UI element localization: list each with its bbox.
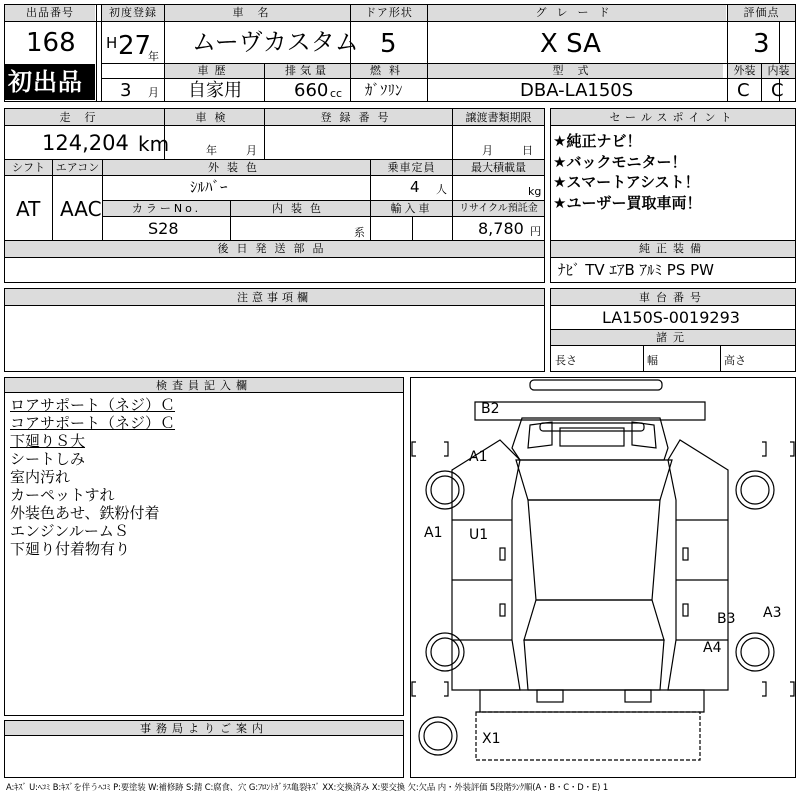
fuel-type: ｶﾞｿﾘﾝ — [365, 81, 403, 99]
inspector-note: 外装色あせ、鉄粉付着 — [10, 504, 160, 522]
inspection-label: 車検 — [195, 111, 234, 124]
recycle-label: リサイクル預託金 — [459, 203, 538, 214]
load-unit: kg — [528, 185, 542, 198]
ext-label: 外装 — [733, 64, 756, 77]
chassis-number: LA150S-0019293 — [602, 308, 740, 327]
capacity-unit: 人 — [436, 183, 447, 196]
shift-label: シフト — [12, 161, 45, 174]
lot-number: 168 — [26, 28, 76, 58]
fuel-label: 燃料 — [370, 64, 408, 77]
car-name: ムーヴカスタム — [192, 28, 359, 56]
reg-year: 27 — [118, 31, 152, 61]
insp-month-unit: 月 — [246, 144, 257, 157]
displacement-unit: cc — [330, 87, 343, 100]
chassis-label: 車台番号 — [639, 291, 707, 304]
import-label: 輸入車 — [390, 202, 433, 215]
inspector-label: 検査員記入欄 — [156, 379, 252, 392]
grade-label: グレード — [535, 6, 620, 19]
transfer-month-unit: 月 — [482, 144, 493, 157]
reg-no-label: 登録番号 — [320, 111, 397, 124]
capacity-label: 乗車定員 — [387, 161, 436, 174]
door-count: 5 — [380, 29, 397, 59]
damage-mark: A4 — [703, 640, 722, 656]
damage-mark: U1 — [469, 527, 489, 543]
reg-month: 3 — [120, 80, 132, 101]
ac-label: エアコン — [55, 161, 100, 174]
color-no-label: カラーNo. — [131, 202, 202, 215]
interior-color-unit: 系 — [354, 226, 365, 239]
first-reg-label: 初度登録 — [109, 6, 157, 19]
year-unit: 年 — [148, 50, 159, 63]
length-label: 長さ — [555, 354, 577, 367]
history-label: 車歴 — [197, 64, 232, 77]
color-no: S28 — [148, 219, 179, 238]
ext-score: C — [737, 80, 750, 101]
grade-value: X SA — [540, 29, 601, 59]
damage-mark: A3 — [763, 605, 782, 621]
interior-color-label: 内装色 — [272, 202, 329, 215]
inspector-note: カーペットすれ — [10, 486, 115, 504]
score-value: 3 — [753, 29, 770, 59]
damage-mark: A1 — [424, 525, 443, 541]
sales-point-item: ★スマートアシスト！ — [553, 173, 700, 191]
displacement: 660 — [294, 80, 329, 101]
inspector-note: ロアサポート（ネジ）Ｃ — [10, 396, 176, 414]
later-parts-label: 後日発送部品 — [217, 242, 332, 255]
month-unit: 月 — [148, 86, 159, 99]
inspector-note: 室内汚れ — [10, 468, 71, 486]
ac-value: AAC — [60, 197, 102, 221]
mileage-value: 124,204 — [42, 131, 129, 155]
caution-label: 注意事項欄 — [237, 291, 312, 304]
equipment-value: ﾅﾋﾞ TV ｴｱB ｱﾙﾐ PS PW — [558, 261, 714, 279]
insp-year-unit: 年 — [206, 144, 217, 157]
equipment-label: 純正装備 — [639, 242, 707, 255]
score-label: 評価点 — [743, 6, 780, 19]
width-label: 幅 — [647, 354, 658, 367]
mileage-unit: km — [138, 132, 170, 156]
inspector-note: 下廻り付着物有り — [10, 540, 131, 558]
height-label: 高さ — [724, 354, 746, 367]
int-label: 内装 — [767, 64, 790, 77]
damage-mark: B3 — [717, 611, 736, 627]
recycle-unit: 円 — [530, 225, 541, 238]
dims-label: 諸元 — [656, 331, 690, 344]
sales-point-item: ★バックモニター！ — [553, 152, 687, 171]
inspector-note: エンジンルームＳ — [10, 522, 129, 540]
car-history: 自家用 — [188, 80, 242, 101]
damage-mark: A1 — [469, 449, 488, 465]
first-listing-mark: 初出品 — [8, 68, 83, 96]
transfer-day-unit: 日 — [522, 144, 533, 157]
damage-mark: X1 — [482, 731, 501, 747]
legend: A:ｷｽﾞ U:ﾍｺﾐ B:ｷｽﾞを伴うﾍｺﾐ P:要塗装 W:補修跡 S:錆 C:腐食、穴 G:ﾌﾛﾝﾄｶﾞﾗｽ亀裂ｷｽﾞ XX:交換済み X:要交換 欠:欠品 内・外装評価 5段階ﾗﾝｸ順(A・B・C・D・E) 1 — [6, 782, 609, 792]
capacity-value: 4 — [410, 178, 420, 196]
recycle-value: 8,780 — [478, 219, 524, 238]
shift-value: AT — [16, 197, 41, 221]
load-label: 最大積載量 — [471, 161, 526, 174]
lot-no-label: 出品番号 — [26, 6, 74, 19]
inspector-note: 下廻りＳ大 — [10, 432, 86, 450]
door-label: ドア形状 — [365, 6, 413, 19]
model-code: DBA-LA150S — [520, 80, 634, 101]
inspector-note: シートしみ — [10, 450, 86, 468]
office-label: 事務局よりご案内 — [140, 722, 268, 735]
model-label: 型式 — [552, 64, 603, 77]
int-score: C — [771, 80, 784, 101]
transfer-label: 譲渡書類期限 — [465, 111, 532, 124]
exterior-color: ｼﾙﾊﾞｰ — [190, 178, 228, 196]
sales-point-item: ★純正ナビ！ — [553, 132, 642, 150]
car-name-label: 車名 — [232, 6, 283, 19]
inspector-note: コアサポート（ネジ）Ｃ — [10, 414, 176, 432]
exterior-color-label: 外装色 — [208, 161, 265, 174]
mileage-label: 走行 — [59, 111, 110, 124]
damage-mark: B2 — [481, 401, 500, 417]
sales-point-item: ★ユーザー買取車両！ — [553, 193, 702, 212]
sales-label: セールスポイント — [609, 111, 737, 124]
displacement-label: 排気量 — [285, 64, 330, 77]
era-letter: H — [106, 34, 118, 52]
